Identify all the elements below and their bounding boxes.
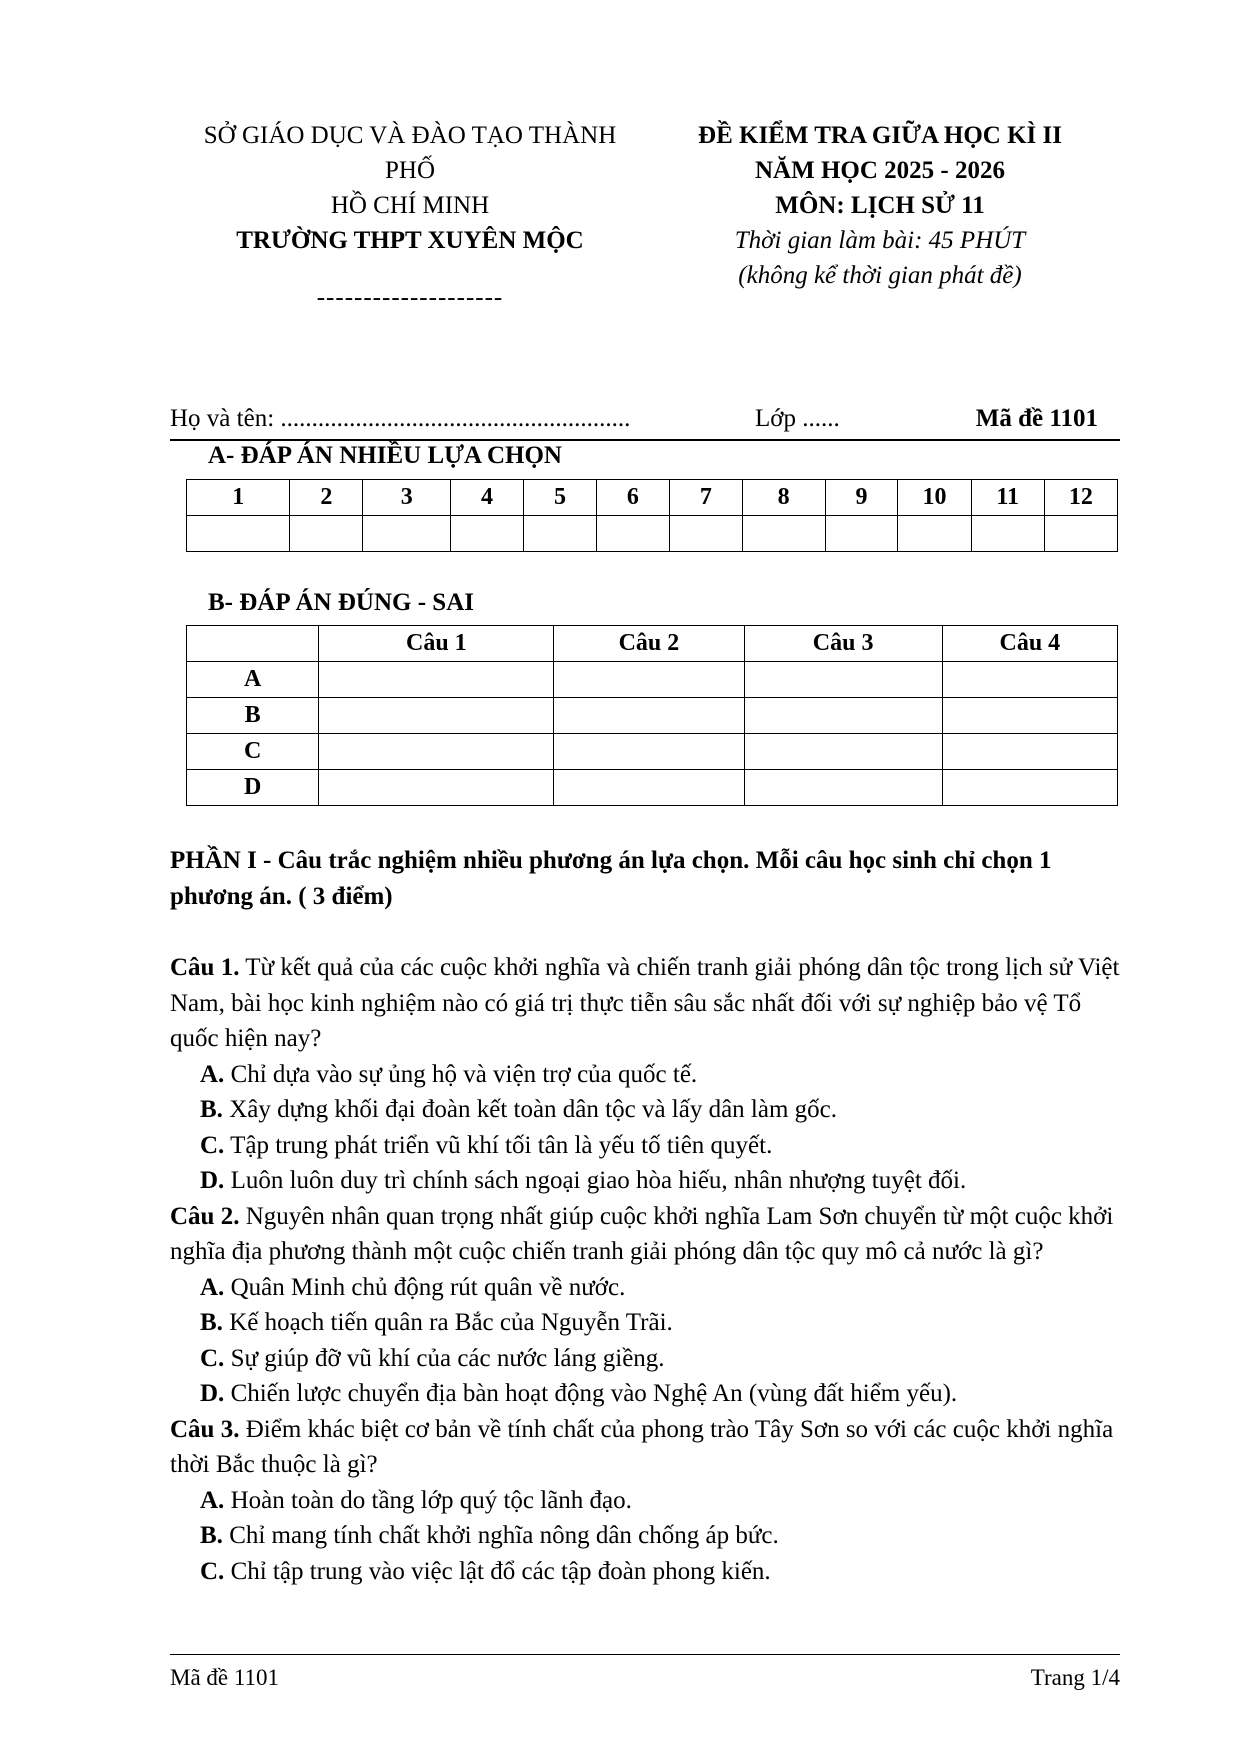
question-option xyxy=(170,1483,1125,1519)
answer-cell[interactable] xyxy=(363,516,451,552)
tf-column-header: Câu 2 xyxy=(554,626,744,662)
question-option xyxy=(170,1128,1125,1164)
option-key: D. xyxy=(200,1380,225,1407)
tf-corner-cell xyxy=(187,626,319,662)
question-label: Câu 2. xyxy=(170,1202,240,1230)
tf-cell[interactable] xyxy=(744,770,942,806)
tf-header-row xyxy=(187,626,1118,662)
question-option xyxy=(170,1163,1125,1199)
answer-cell[interactable] xyxy=(187,516,290,552)
option-text: Quân Minh chủ động rút quân về nước. xyxy=(224,1273,626,1301)
answer-cell[interactable] xyxy=(742,516,825,552)
tf-cell[interactable] xyxy=(554,770,744,806)
true-false-answer-table xyxy=(186,625,1118,806)
department-line-1: SỞ GIÁO DỤC VÀ ĐÀO TẠO THÀNH xyxy=(203,122,617,149)
option-key: C. xyxy=(200,1344,225,1372)
question-option xyxy=(170,1057,1125,1093)
tf-row-label: B xyxy=(187,698,319,734)
tf-column-header: Câu 3 xyxy=(744,626,942,662)
option-text: Luôn luôn duy trì chính sách ngoại giao hòa hiếu, nhân nhượng tuyệt đối. xyxy=(224,1167,967,1194)
department-line-3: HỒ CHÍ MINH xyxy=(330,192,490,219)
answer-cell[interactable] xyxy=(971,516,1044,552)
tf-cell[interactable] xyxy=(744,662,942,698)
tf-row xyxy=(187,734,1118,770)
option-text: Chiến lược chuyển địa bàn hoạt động vào Nghệ An (vùng đất hiểm yếu). xyxy=(224,1380,958,1407)
question-option xyxy=(170,1270,1125,1306)
exam-time: Thời gian làm bài: 45 PHÚT xyxy=(734,227,1026,254)
answer-number: 12 xyxy=(1044,480,1117,516)
tf-cell[interactable] xyxy=(554,662,744,698)
answer-number: 1 xyxy=(187,480,290,516)
answer-cell[interactable] xyxy=(898,516,971,552)
option-key: D. xyxy=(200,1167,225,1194)
header-left xyxy=(170,118,650,315)
question-list xyxy=(170,950,1125,1589)
answer-cell[interactable] xyxy=(825,516,898,552)
multiple-choice-answer-table xyxy=(186,479,1118,552)
question-text: Điểm khác biệt cơ bản về tính chất của phong trào Tây Sơn so với các cuộc khởi nghĩa thời Bắc thuộc là gì? xyxy=(170,1415,1114,1478)
answer-number: 5 xyxy=(523,480,596,516)
question-option xyxy=(170,1554,1125,1590)
answer-number-row xyxy=(187,480,1118,516)
tf-cell[interactable] xyxy=(942,662,1117,698)
answer-cell[interactable] xyxy=(523,516,596,552)
tf-column-header: Câu 1 xyxy=(319,626,554,662)
page-footer xyxy=(170,1654,1120,1695)
option-key: C. xyxy=(200,1131,225,1159)
answer-number: 10 xyxy=(898,480,971,516)
option-key: B. xyxy=(200,1522,223,1549)
answer-number: 4 xyxy=(451,480,524,516)
question-option xyxy=(170,1092,1125,1128)
student-name-label: Họ và tên: ........................................................ xyxy=(170,405,631,432)
question-option xyxy=(170,1341,1125,1377)
tf-cell[interactable] xyxy=(319,734,554,770)
question xyxy=(170,1199,1125,1270)
option-text: Chỉ tập trung vào việc lật đổ các tập đoàn phong kiến. xyxy=(224,1557,771,1585)
option-key: B. xyxy=(200,1309,223,1336)
tf-row-label: A xyxy=(187,662,319,698)
header-dashes: -------------------- xyxy=(316,284,504,311)
tf-cell[interactable] xyxy=(942,734,1117,770)
tf-cell[interactable] xyxy=(554,698,744,734)
answer-number: 11 xyxy=(971,480,1044,516)
department-line-2: PHỐ xyxy=(384,157,435,184)
footer-exam-code: Mã đề 1101 xyxy=(170,1665,280,1690)
option-text: Sự giúp đỡ vũ khí của các nước láng giềng. xyxy=(224,1344,665,1372)
tf-cell[interactable] xyxy=(942,698,1117,734)
tf-cell[interactable] xyxy=(319,770,554,806)
answer-number: 3 xyxy=(363,480,451,516)
answer-number: 6 xyxy=(596,480,669,516)
tf-cell[interactable] xyxy=(319,662,554,698)
school-name: TRƯỜNG THPT XUYÊN MỘC xyxy=(236,227,584,254)
question-option xyxy=(170,1518,1125,1554)
school-year: NĂM HỌC 2025 - 2026 xyxy=(755,157,1005,184)
question-option xyxy=(170,1305,1125,1341)
tf-cell[interactable] xyxy=(942,770,1117,806)
question-option xyxy=(170,1376,1125,1412)
tf-cell[interactable] xyxy=(744,698,942,734)
tf-row-label: D xyxy=(187,770,319,806)
answer-cell[interactable] xyxy=(1044,516,1117,552)
option-key: C. xyxy=(200,1557,225,1585)
answer-number: 2 xyxy=(290,480,363,516)
question-label: Câu 1. xyxy=(170,954,240,981)
header-right xyxy=(670,118,1090,293)
answer-cell[interactable] xyxy=(669,516,742,552)
answer-cell[interactable] xyxy=(290,516,363,552)
exam-title: ĐỀ KIỂM TRA GIỮA HỌC KÌ II xyxy=(698,122,1062,149)
question xyxy=(170,950,1125,1057)
question-text: Nguyên nhân quan trọng nhất giúp cuộc khởi nghĩa Lam Sơn chuyển từ một cuộc khởi nghĩa địa phương thành một cuộc chiến tranh giải phóng dân tộc quy mô cả nước là gì? xyxy=(170,1202,1114,1265)
answer-number: 9 xyxy=(825,480,898,516)
answer-number: 7 xyxy=(669,480,742,516)
option-text: Tập trung phát triển vũ khí tối tân là yếu tố tiên quyết. xyxy=(224,1131,773,1159)
option-text: Chỉ mang tính chất khởi nghĩa nông dân chống áp bức. xyxy=(222,1522,779,1549)
tf-column-header: Câu 4 xyxy=(942,626,1117,662)
tf-row xyxy=(187,698,1118,734)
tf-row-label: C xyxy=(187,734,319,770)
footer-page-number: Trang 1/4 xyxy=(1030,1665,1120,1690)
question xyxy=(170,1412,1125,1483)
option-text: Kế hoạch tiến quân ra Bắc của Nguyễn Trãi. xyxy=(222,1309,673,1336)
answer-blank-row xyxy=(187,516,1118,552)
option-text: Chỉ dựa vào sự ủng hộ và viện trợ của quốc tế. xyxy=(224,1060,698,1088)
tf-cell[interactable] xyxy=(319,698,554,734)
answer-cell[interactable] xyxy=(596,516,669,552)
answer-cell[interactable] xyxy=(451,516,524,552)
tf-row xyxy=(187,770,1118,806)
section-a-title: A- ĐÁP ÁN NHIỀU LỰA CHỌN xyxy=(208,442,562,469)
subject: MÔN: LỊCH SỬ 11 xyxy=(775,192,985,219)
tf-cell[interactable] xyxy=(744,734,942,770)
exam-code: Mã đề 1101 xyxy=(975,405,1098,432)
exam-time-note: (không kể thời gian phát đề) xyxy=(738,262,1022,289)
option-key: A. xyxy=(200,1486,225,1514)
student-info-line xyxy=(170,403,1120,441)
option-key: A. xyxy=(200,1273,225,1301)
question-text: Từ kết quả của các cuộc khởi nghĩa và chiến tranh giải phóng dân tộc trong lịch sử Việt Nam, bài học kinh nghiệm nào có giá trị thực tiễn sâu sắc nhất đối với sự nghiệp bảo vệ Tổ quốc hiện nay? xyxy=(170,954,1120,1052)
option-key: A. xyxy=(200,1060,225,1088)
class-label: Lớp ...... xyxy=(755,405,840,432)
tf-cell[interactable] xyxy=(554,734,744,770)
tf-row xyxy=(187,662,1118,698)
option-key: B. xyxy=(200,1096,223,1123)
part-1-heading: PHẦN I - Câu trắc nghiệm nhiều phương án lựa chọn. Mỗi câu học sinh chỉ chọn 1 phương án. ( 3 điểm) xyxy=(170,847,1052,910)
answer-number: 8 xyxy=(742,480,825,516)
option-text: Xây dựng khối đại đoàn kết toàn dân tộc và lấy dân làm gốc. xyxy=(222,1096,838,1123)
question-label: Câu 3. xyxy=(170,1415,240,1443)
option-text: Hoàn toàn do tầng lớp quý tộc lãnh đạo. xyxy=(224,1486,632,1514)
section-b-title: B- ĐÁP ÁN ĐÚNG - SAI xyxy=(208,589,474,616)
